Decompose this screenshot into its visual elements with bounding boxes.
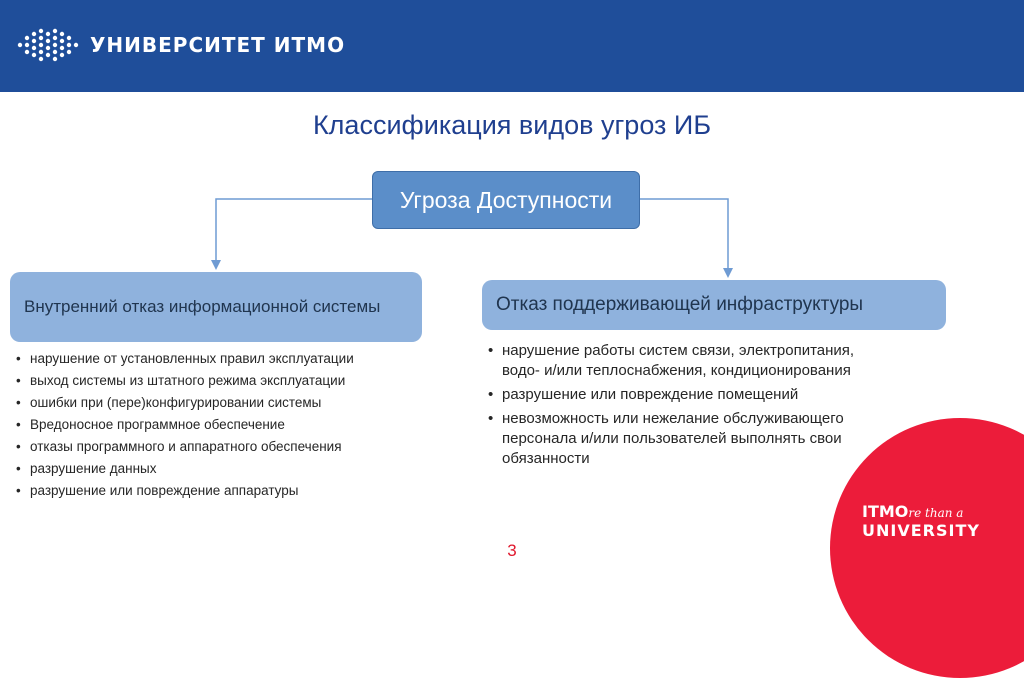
badge-university: UNIVERSITY — [862, 521, 980, 540]
header-bar — [0, 0, 1024, 92]
list-item: • Вредоносное программное обеспечение — [16, 414, 416, 436]
list-item: • выход системы из штатного режима эксплуатации — [16, 370, 416, 392]
itmo-logo-icon — [16, 28, 82, 62]
right-arrowhead-icon — [723, 268, 733, 278]
badge-script: re than a — [908, 506, 964, 520]
list-item: • нарушение от установленных правил эксплуатации — [16, 348, 416, 370]
badge-tagline — [862, 502, 963, 521]
list-item-line: персонала и/или пользователей выполнять свои обязанности — [502, 430, 842, 467]
root-threat-node: Угроза Доступности — [372, 171, 640, 229]
infrastructure-failure-list — [488, 341, 908, 473]
list-item: • разрушение данных — [16, 458, 416, 480]
page-number: 3 — [507, 541, 517, 560]
left-arrowhead-icon — [211, 260, 221, 270]
list-item: • ошибки при (пере)конфигурировании системы — [16, 392, 416, 414]
category-internal-failure — [10, 272, 422, 342]
badge-brand: ITMO — [862, 502, 909, 521]
slide-title: Классификация видов угроз ИБ — [312, 110, 712, 140]
category-infrastructure-failure-label: Отказ поддерживающей инфраструктуры — [496, 294, 864, 315]
category-infrastructure-failure — [482, 280, 946, 330]
logo-text: УНИВЕРСИТЕТ ИТМО — [90, 33, 346, 57]
list-item: • отказы программного и аппаратного обеспечения — [16, 436, 416, 458]
list-item-line: водо- и/или теплоснабжения, кондиционирования — [502, 362, 851, 379]
list-item-line: разрушение или повреждение помещений — [502, 386, 799, 403]
list-item — [488, 409, 908, 469]
category-internal-failure-label: Внутренний отказ информационной системы — [24, 297, 381, 316]
list-item — [488, 341, 908, 381]
list-item-line: невозможность или нежелание обслуживающего — [502, 410, 844, 427]
internal-failure-list — [16, 348, 416, 502]
list-item-line: нарушение работы систем связи, электропитания, — [502, 342, 855, 359]
left-connector — [216, 199, 372, 262]
right-connector — [640, 199, 728, 270]
list-item — [488, 385, 908, 405]
list-item: • разрушение или повреждение аппаратуры — [16, 480, 416, 502]
